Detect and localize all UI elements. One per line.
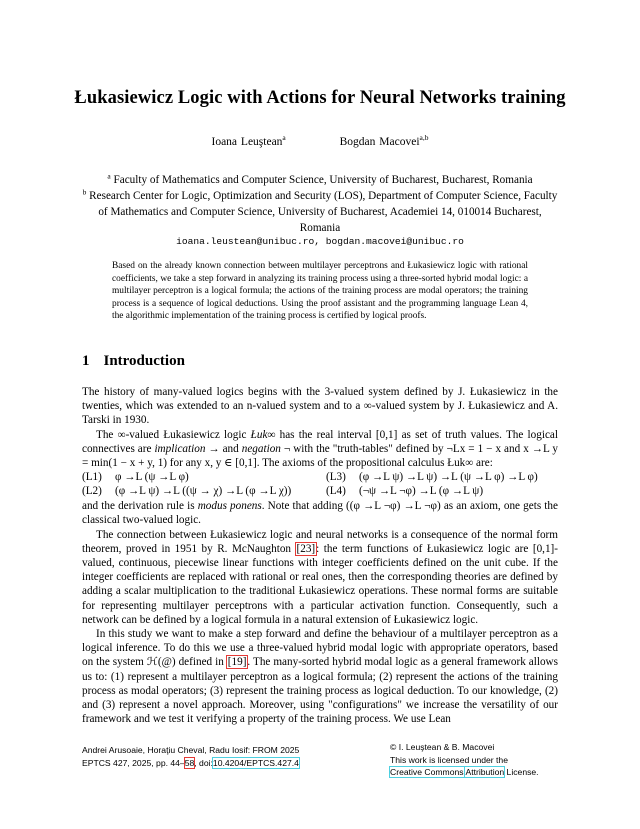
section-heading (82, 353, 185, 370)
author-2: Bogdan Macovei$^{a,b}$ (339, 133, 429, 148)
axiom-l2: (φ →L ψ) →L ((ψ → χ) →L (φ →L χ)) (115, 485, 292, 498)
doi-link[interactable]: 10.4204/EPTCS.427.4 (212, 757, 299, 768)
section-title: Introduction (103, 353, 185, 369)
author-list (60, 133, 580, 148)
axiom-l4-label: (L4) (326, 485, 346, 498)
paragraph-1: The history of many-valued logics begins with the 3-valued system defined by J. Łukasiewicz in the twenties, which was extended to an n-valued system and to a ∞-valued system by J. Łukasiewicz and A. Tarski in 1930. (82, 386, 558, 427)
license-line-1: This work is licensed under the (390, 754, 508, 765)
body-text (82, 385, 558, 726)
footer-editors: Andrei Arusoaie, Horaţiu Cheval, Radu Iosif: FROM 2025 (82, 745, 300, 755)
footer-venue: EPTCS 427, 2025, pp. 44–58, doi:10.4204/EPTCS.427.4 (82, 757, 299, 768)
axiom-l3-label: (L3) (326, 471, 346, 484)
paragraph-4: The connection between Łukasiewicz logic and neural networks is a consequence of the normal form theorem, proved in 1951 by R. McNaughton [23]: the term functions of Łukasiewicz logic are [0,1]-valued, continuous, piecewise linear functions with integer coefficients defined on the unit cube. If the integer coefficients are replaced with rational or real ones, then the corresponding theories are defined by adding a scalar multiplication to the traditional Łukasiewicz operations. These normal forms are suitable for representing multilayer perceptrons with a particular activation function. Consequently, such a network can be defined by a logical formula in a natural extension of Łukasiewicz logic. (82, 528, 559, 626)
footer-publication-info (82, 744, 299, 769)
last-page-link[interactable]: 58 (184, 757, 195, 768)
author-1: Ioana Leuştean$^a$ (211, 133, 286, 148)
attribution-link[interactable]: Attribution (465, 767, 505, 777)
axiom-l1: φ →L (ψ →L φ) (115, 471, 189, 484)
abstract: Based on the already known connection between multilayer perceptrons and Łukasiewicz logic with rational coefficients, we take a step forward in analyzing its training process using a three-sorted hybrid modal logic: a multilayer perceptron is a logical formula; the actions of the training process are modal operators; the training process is a sequence of logical deductions. Using the proof assistant and the programming language Lean 4, the algorithmic implementation of the training process is certified by logical proofs. (112, 261, 528, 321)
copyright-notice: © I. Leuştean & B. Macovei (390, 742, 495, 752)
footer-license (390, 741, 539, 779)
affiliations (78, 172, 562, 236)
affiliation-b: $^b$ Research Center for Logic, Optimization and Security (LOS), Department of Computer Science, Faculty of Mathematics and Computer Science, University of Bucharest, Academiei 14, 010014 Bucharest, Romania (82, 187, 558, 234)
paragraph-3: and the derivation rule is modus ponens. Note that adding ((φ →L ¬φ) →L ¬φ) as an axiom, one gets the classical two-valued logic. (82, 500, 558, 527)
affiliation-a: $^a$ Faculty of Mathematics and Computer Science, University of Bucharest, Bucharest, Romania (107, 171, 533, 186)
axiom-l2-label: (L2) (82, 485, 102, 498)
citation-link-19[interactable]: [19] (227, 656, 247, 669)
axiom-l3: (φ →L ψ) →L ψ) →L (ψ →L φ) →L φ) (359, 471, 538, 484)
citation-link-23[interactable]: [23] (296, 542, 316, 555)
paragraph-2: The ∞-valued Łukasiewicz logic Łuk∞ has the real interval [0,1] as set of truth values. The logical connectives are implication → and negation ¬ with the "truth-tables" defined by ¬Lx = 1 − x and x →L y = min(1 − x + y, 1) for any x, y ∈ [0,1]. The axioms of the propositional calculus Łuk∞ are: (82, 428, 558, 470)
paper-title: Łukasiewicz Logic with Actions for Neural Networks training (74, 88, 566, 108)
author-emails: ioana.leustean@unibuc.ro, bogdan.macovei@unibuc.ro (176, 236, 464, 247)
section-number: 1 (82, 353, 90, 369)
axiom-l4: (¬ψ →L ¬φ) →L (φ →L ψ) (359, 485, 484, 498)
paragraph-5: In this study we want to make a step forward and define the behaviour of a multilayer perceptron as a logical inference. To do this we use a three-valued hybrid modal logic with appropriate operators, based on the system ℋ(@) defined in [19]. The many-sorted hybrid modal logic as a general framework allows us to: (1) represent a multilayer perceptron as a logical formula; (2) represent the actions of the training process as modal operators; (3) represent the training process as logical deduction. To our knowledge, (2) and (3) represent a novel approach. Moreover, using "configurations" we increase the versatility of our framework and we test it verifying a property of the training process. We use Lean (82, 628, 558, 726)
license-line-2: Creative Commons Attribution License. (390, 767, 539, 777)
creative-commons-link[interactable]: Creative Commons (390, 767, 464, 777)
axiom-list (82, 470, 558, 499)
axiom-l1-label: (L1) (82, 471, 102, 484)
